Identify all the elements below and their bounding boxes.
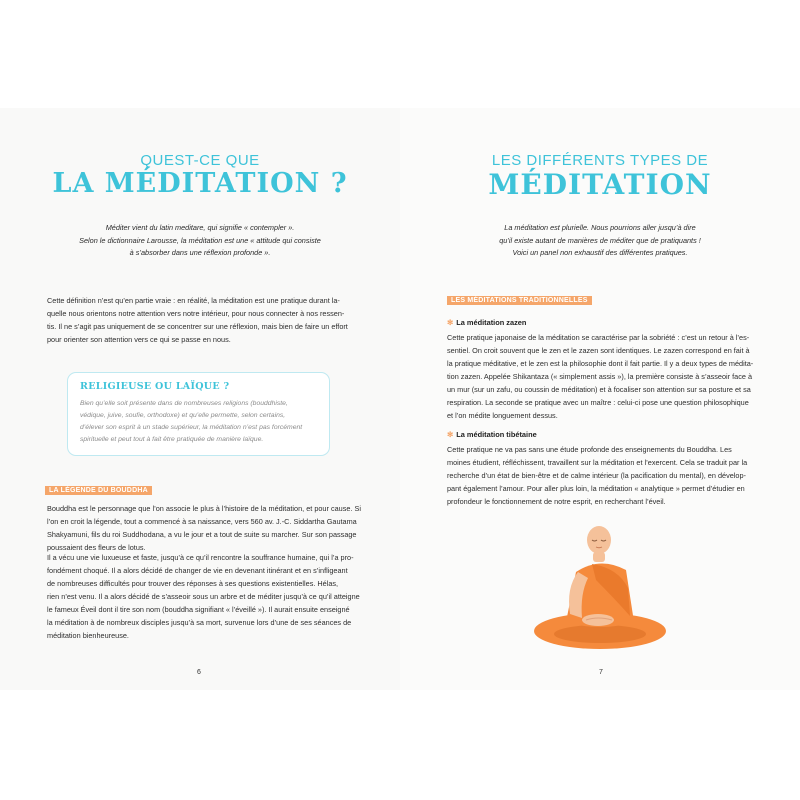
text-line: recherche d’un état de bien-être et de calme intérieur (la pacification du mental), en dévelop- bbox=[447, 471, 746, 480]
intro-line: Selon le dictionnaire Larousse, la méditation est une « attitude qui consiste bbox=[79, 235, 321, 245]
text-line: rien n’est venu. Il a alors décidé de s’asseoir sous un arbre et de méditer jusqu’à ce qu’il atteigne bbox=[47, 592, 360, 601]
legs-shadow bbox=[554, 625, 646, 643]
tibetan-heading bbox=[447, 430, 537, 439]
left-title: LA MÉDITATION ? bbox=[52, 168, 348, 199]
text-line: fondément choqué. Il a alors décidé de changer de vie en devenant itinérant et en s’infligeant bbox=[47, 566, 348, 575]
text-line: respiration. La seconde se pratique avec un maître : celui-ci pose une question philosophique bbox=[447, 398, 749, 407]
star-icon: ✻ bbox=[447, 430, 454, 439]
text-line: tion zazen. Appelée Shikantaza (« simplement assis »), la première consiste à s’asseoir face à bbox=[447, 372, 753, 381]
text-line: le fameux Éveil dont il tire son nom (bouddha signifiant « l’éveillé »). Il aurait ensuite enseigné bbox=[47, 605, 350, 614]
tibetan-heading-label: La méditation tibétaine bbox=[456, 430, 537, 439]
page-number: 7 bbox=[599, 669, 603, 676]
right-kicker: LES DIFFÉRENTS TYPES DE bbox=[491, 152, 709, 169]
text-line: de nombreuses difficultés pour trouver des réponses à ses questions existentielles. Hélas, bbox=[47, 579, 339, 588]
text-line: Cette pratique japonaise de la méditation se caractérise par la sobriété : c’est un retour à l’es- bbox=[447, 333, 750, 342]
right-title: MÉDITATION bbox=[488, 168, 712, 201]
monk-head bbox=[587, 526, 611, 554]
intro-line: Voici un panel non exhaustif des différentes pratiques. bbox=[512, 248, 688, 257]
book-spread bbox=[0, 108, 800, 690]
right-page bbox=[400, 108, 800, 690]
tibetan-paragraph bbox=[447, 443, 757, 508]
callout-title: RELIGIEUSE OU LAÏQUE ? bbox=[80, 381, 230, 392]
text-line: Shakyamuni, fils du roi Suddhodana, a vu le jour et a tout de suite su marcher. Sur son passage bbox=[47, 530, 357, 539]
text-line: la pratique méditative, et le zen est la philosophie dont il fait partie. Il y a deux types de médita- bbox=[447, 359, 754, 368]
text-line: Cette pratique ne va pas sans une étude profonde des enseignements du Bouddha. Les bbox=[447, 445, 732, 454]
text-line: sentiel. On croit souvent que le zen et le zazen sont identiques. Le zazen correspond en fait à bbox=[447, 346, 750, 355]
left-page bbox=[0, 108, 400, 690]
text-line: Cette définition n’est qu’en partie vraie : en réalité, la méditation est une pratique durant la- bbox=[47, 296, 340, 305]
text-line: pant également l’amour. Pour aller plus loin, la méditation « analytique » permet d’étudier en bbox=[447, 484, 745, 493]
text-line: quelle nous orientons notre attention vers notre intérieur, pour nous connecter à nos ressen- bbox=[47, 309, 345, 318]
text-line: méditation bienheureuse. bbox=[47, 631, 129, 640]
text-line: l’on en croit la légende, tout a commencé à sa naissance, vers 560 av. J.-C. Siddartha Gautama bbox=[47, 517, 357, 526]
text-line: poussaient des fleurs de lotus. bbox=[47, 543, 146, 552]
left-kicker: QUEST-CE QUE bbox=[140, 152, 260, 169]
text-line: tis. Il ne s’agit pas uniquement de se concentrer sur une réflexion, mais bien de faire un effort bbox=[47, 322, 348, 331]
zazen-heading bbox=[447, 318, 526, 327]
zazen-paragraph bbox=[447, 331, 757, 422]
text-line: moines étudient, réfléchissent, travaillent sur la méditation et l’exercent. Cela se traduit par la bbox=[447, 458, 748, 467]
zazen-heading-label: La méditation zazen bbox=[456, 318, 527, 327]
callout-line: d’élever son esprit à un stade supérieur, la méditation n’est pas forcément bbox=[80, 424, 303, 431]
intro-line: La méditation est plurielle. Nous pourrions aller jusqu’à dire bbox=[504, 223, 696, 232]
section-tag-buddha-legend: LA LÉGENDE DU BOUDDHA bbox=[45, 486, 152, 495]
intro-line: qu’il existe autant de manières de méditer que de pratiquants ! bbox=[499, 235, 701, 245]
intro-line: Méditer vient du latin meditare, qui signifie « contempler ». bbox=[105, 223, 295, 232]
text-line: et l’on médite longuement dessus. bbox=[447, 411, 558, 420]
legend-paragraph-1 bbox=[47, 502, 361, 554]
text-line: un mur (sur un zafu, ou coussin de méditation) et à focaliser son attention sur sa posture et sa bbox=[447, 385, 751, 394]
definition-paragraph bbox=[47, 294, 357, 346]
left-intro bbox=[40, 222, 360, 260]
text-line: pour orienter son attention vers ce qui se passe en nous. bbox=[47, 335, 231, 344]
intro-line: à s’absorber dans une réflexion profonde ». bbox=[129, 248, 271, 257]
star-icon: ✻ bbox=[447, 318, 454, 327]
right-intro bbox=[440, 222, 760, 260]
section-tag-traditional: LES MÉDITATIONS TRADITIONNELLES bbox=[447, 296, 592, 305]
text-line: Il a vécu une vie luxueuse et faste, jusqu’à ce qu’il rencontre la souffrance humaine, qui l’a pro- bbox=[47, 553, 354, 562]
page-number: 6 bbox=[197, 669, 201, 676]
callout-line: Bien qu’elle soit présente dans de nombreuses religions (bouddhiste, bbox=[80, 400, 288, 407]
callout-line: védique, juive, soufie, orthodoxe) et qu’elle permette, selon certains, bbox=[80, 412, 286, 419]
text-line: la méditation à de nombreux disciples jusqu’à sa mort, survenue lors d’une de ses séances de bbox=[47, 618, 352, 627]
callout-text bbox=[80, 398, 325, 446]
text-line: Bouddha est le personnage que l’on associe le plus à l’histoire de la méditation, et pour cause. Si bbox=[47, 504, 361, 513]
text-line: profondeur le fonctionnement de notre esprit, en recherchant l’éveil. bbox=[447, 497, 666, 506]
callout-line: spirituelle et peut tout à fait être pratiquée de manière laïque. bbox=[80, 436, 264, 443]
meditating-monk-illustration bbox=[530, 518, 670, 653]
legend-paragraph-2 bbox=[47, 551, 360, 642]
religious-or-secular-callout bbox=[67, 372, 330, 456]
